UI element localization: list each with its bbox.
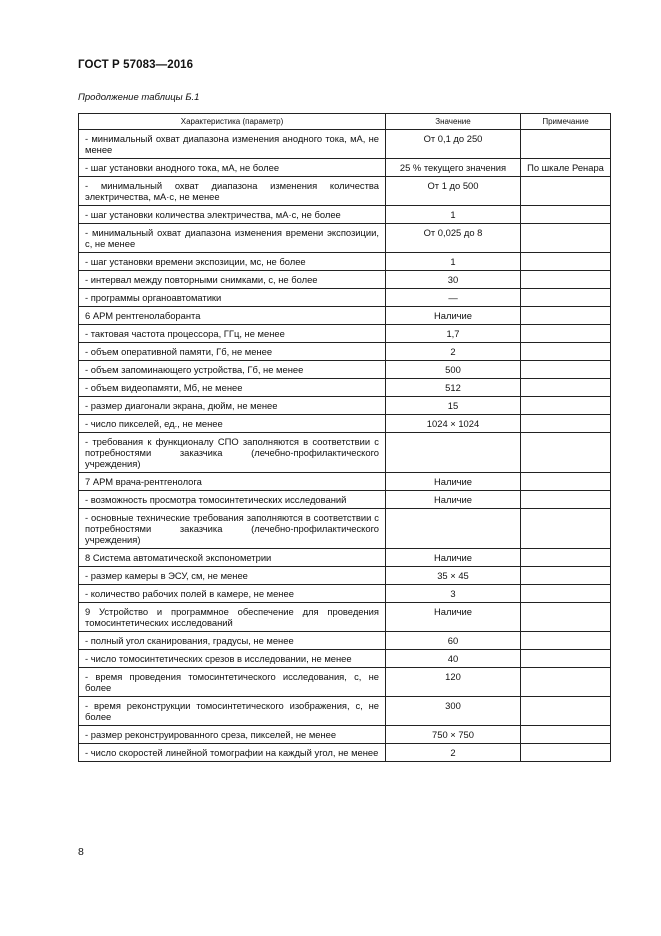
characteristic-cell: - размер камеры в ЭСУ, см, не менее <box>79 567 386 585</box>
characteristic-cell: - количество рабочих полей в камере, не менее <box>79 585 386 603</box>
note-cell <box>521 744 611 762</box>
value-cell: От 0,025 до 8 <box>386 224 521 253</box>
table-row <box>79 343 611 361</box>
note-cell <box>521 473 611 491</box>
value-cell: 512 <box>386 379 521 397</box>
table-row <box>79 361 611 379</box>
column-header-value: Значение <box>386 114 521 130</box>
characteristic-cell: - минимальный охват диапазона изменения времени экспозиции, с, не менее <box>79 224 386 253</box>
table-row <box>79 744 611 762</box>
characteristic-cell: - полный угол сканирования, градусы, не менее <box>79 632 386 650</box>
characteristic-cell: - число скоростей линейной томографии на каждый угол, не менее <box>79 744 386 762</box>
characteristic-cell: 6 АРМ рентгенолаборанта <box>79 307 386 325</box>
note-cell <box>521 668 611 697</box>
value-cell <box>386 433 521 473</box>
table-header-row <box>79 114 611 130</box>
table-row <box>79 325 611 343</box>
characteristic-cell: - число томосинтетических срезов в исследовании, не менее <box>79 650 386 668</box>
table-row <box>79 253 611 271</box>
characteristic-cell: - программы органоавтоматики <box>79 289 386 307</box>
table-row <box>79 603 611 632</box>
table-row <box>79 433 611 473</box>
note-cell <box>521 632 611 650</box>
note-cell <box>521 549 611 567</box>
characteristic-cell: - шаг установки количества электричества, мА·с, не более <box>79 206 386 224</box>
value-cell: 1 <box>386 206 521 224</box>
table-row <box>79 130 611 159</box>
value-cell: 1 <box>386 253 521 271</box>
table-row <box>79 697 611 726</box>
note-cell <box>521 603 611 632</box>
characteristic-cell: - число пикселей, ед., не менее <box>79 415 386 433</box>
value-cell: Наличие <box>386 549 521 567</box>
characteristic-cell: - объем запоминающего устройства, Гб, не менее <box>79 361 386 379</box>
note-cell <box>521 415 611 433</box>
table-continuation-caption: Продолжение таблицы Б.1 <box>78 92 200 103</box>
table-row <box>79 650 611 668</box>
note-cell <box>521 650 611 668</box>
characteristic-cell: - время проведения томосинтетического исследования, с, не более <box>79 668 386 697</box>
note-cell <box>521 567 611 585</box>
value-cell: Наличие <box>386 307 521 325</box>
table-row <box>79 177 611 206</box>
note-cell <box>521 177 611 206</box>
value-cell: Наличие <box>386 473 521 491</box>
value-cell: 25 % текущего значения <box>386 159 521 177</box>
value-cell: — <box>386 289 521 307</box>
value-cell: 15 <box>386 397 521 415</box>
value-cell: 1,7 <box>386 325 521 343</box>
page-number: 8 <box>78 846 84 858</box>
value-cell: Наличие <box>386 603 521 632</box>
characteristic-cell: - интервал между повторными снимками, с, не более <box>79 271 386 289</box>
value-cell: 2 <box>386 343 521 361</box>
table-row <box>79 397 611 415</box>
table-row <box>79 509 611 549</box>
table-row <box>79 726 611 744</box>
table-row <box>79 206 611 224</box>
value-cell: 2 <box>386 744 521 762</box>
note-cell <box>521 491 611 509</box>
table-row <box>79 632 611 650</box>
note-cell <box>521 325 611 343</box>
characteristic-cell: - размер реконструированного среза, пикселей, не менее <box>79 726 386 744</box>
document-header: ГОСТ Р 57083—2016 <box>78 59 194 71</box>
characteristic-cell: - время реконструкции томосинтетического изображения, с, не более <box>79 697 386 726</box>
characteristic-cell: - требования к функционалу СПО заполняются в соответствии с потребностями заказчика (лечебно-профилактического учреждения) <box>79 433 386 473</box>
specification-table <box>78 113 611 762</box>
note-cell <box>521 509 611 549</box>
value-cell: Наличие <box>386 491 521 509</box>
characteristic-cell: 8 Система автоматической экспонометрии <box>79 549 386 567</box>
note-cell <box>521 697 611 726</box>
note-cell <box>521 307 611 325</box>
table-row <box>79 491 611 509</box>
characteristic-cell: - шаг установки анодного тока, мА, не более <box>79 159 386 177</box>
value-cell: 3 <box>386 585 521 603</box>
note-cell <box>521 130 611 159</box>
value-cell: 40 <box>386 650 521 668</box>
characteristic-cell: - размер диагонали экрана, дюйм, не менее <box>79 397 386 415</box>
table-row <box>79 271 611 289</box>
note-cell <box>521 224 611 253</box>
table-row <box>79 307 611 325</box>
characteristic-cell: - минимальный охват диапазона изменения количества электричества, мА·с, не менее <box>79 177 386 206</box>
note-cell <box>521 206 611 224</box>
note-cell <box>521 289 611 307</box>
note-cell <box>521 271 611 289</box>
note-cell <box>521 253 611 271</box>
note-cell <box>521 361 611 379</box>
characteristic-cell: - тактовая частота процессора, ГГц, не менее <box>79 325 386 343</box>
table-row <box>79 585 611 603</box>
note-cell <box>521 585 611 603</box>
characteristic-cell: - основные технические требования заполняются в соответствии с потребностями заказчика (лечебно-профилактического учреждения) <box>79 509 386 549</box>
characteristic-cell: 7 АРМ врача-рентгенолога <box>79 473 386 491</box>
table-row <box>79 159 611 177</box>
characteristic-cell: - объем видеопамяти, Мб, не менее <box>79 379 386 397</box>
note-cell <box>521 343 611 361</box>
note-cell <box>521 726 611 744</box>
note-cell <box>521 397 611 415</box>
characteristic-cell: - возможность просмотра томосинтетических исследований <box>79 491 386 509</box>
value-cell: От 1 до 500 <box>386 177 521 206</box>
characteristic-cell: - шаг установки времени экспозиции, мс, не более <box>79 253 386 271</box>
table-row <box>79 567 611 585</box>
column-header-characteristic: Характеристика (параметр) <box>79 114 386 130</box>
note-cell <box>521 433 611 473</box>
note-cell: По шкале Ренара <box>521 159 611 177</box>
value-cell: 750 × 750 <box>386 726 521 744</box>
value-cell: 60 <box>386 632 521 650</box>
table-row <box>79 379 611 397</box>
table-row <box>79 668 611 697</box>
column-header-note: Примечание <box>521 114 611 130</box>
characteristic-cell: 9 Устройство и программное обеспечение для проведения томосинтетических исследований <box>79 603 386 632</box>
table-row <box>79 473 611 491</box>
value-cell: 1024 × 1024 <box>386 415 521 433</box>
value-cell <box>386 509 521 549</box>
value-cell: 35 × 45 <box>386 567 521 585</box>
note-cell <box>521 379 611 397</box>
value-cell: 120 <box>386 668 521 697</box>
value-cell: 30 <box>386 271 521 289</box>
table-row <box>79 289 611 307</box>
characteristic-cell: - объем оперативной памяти, Гб, не менее <box>79 343 386 361</box>
value-cell: 300 <box>386 697 521 726</box>
value-cell: 500 <box>386 361 521 379</box>
table-row <box>79 415 611 433</box>
table-row <box>79 549 611 567</box>
characteristic-cell: - минимальный охват диапазона изменения анодного тока, мА, не менее <box>79 130 386 159</box>
table-row <box>79 224 611 253</box>
value-cell: От 0,1 до 250 <box>386 130 521 159</box>
